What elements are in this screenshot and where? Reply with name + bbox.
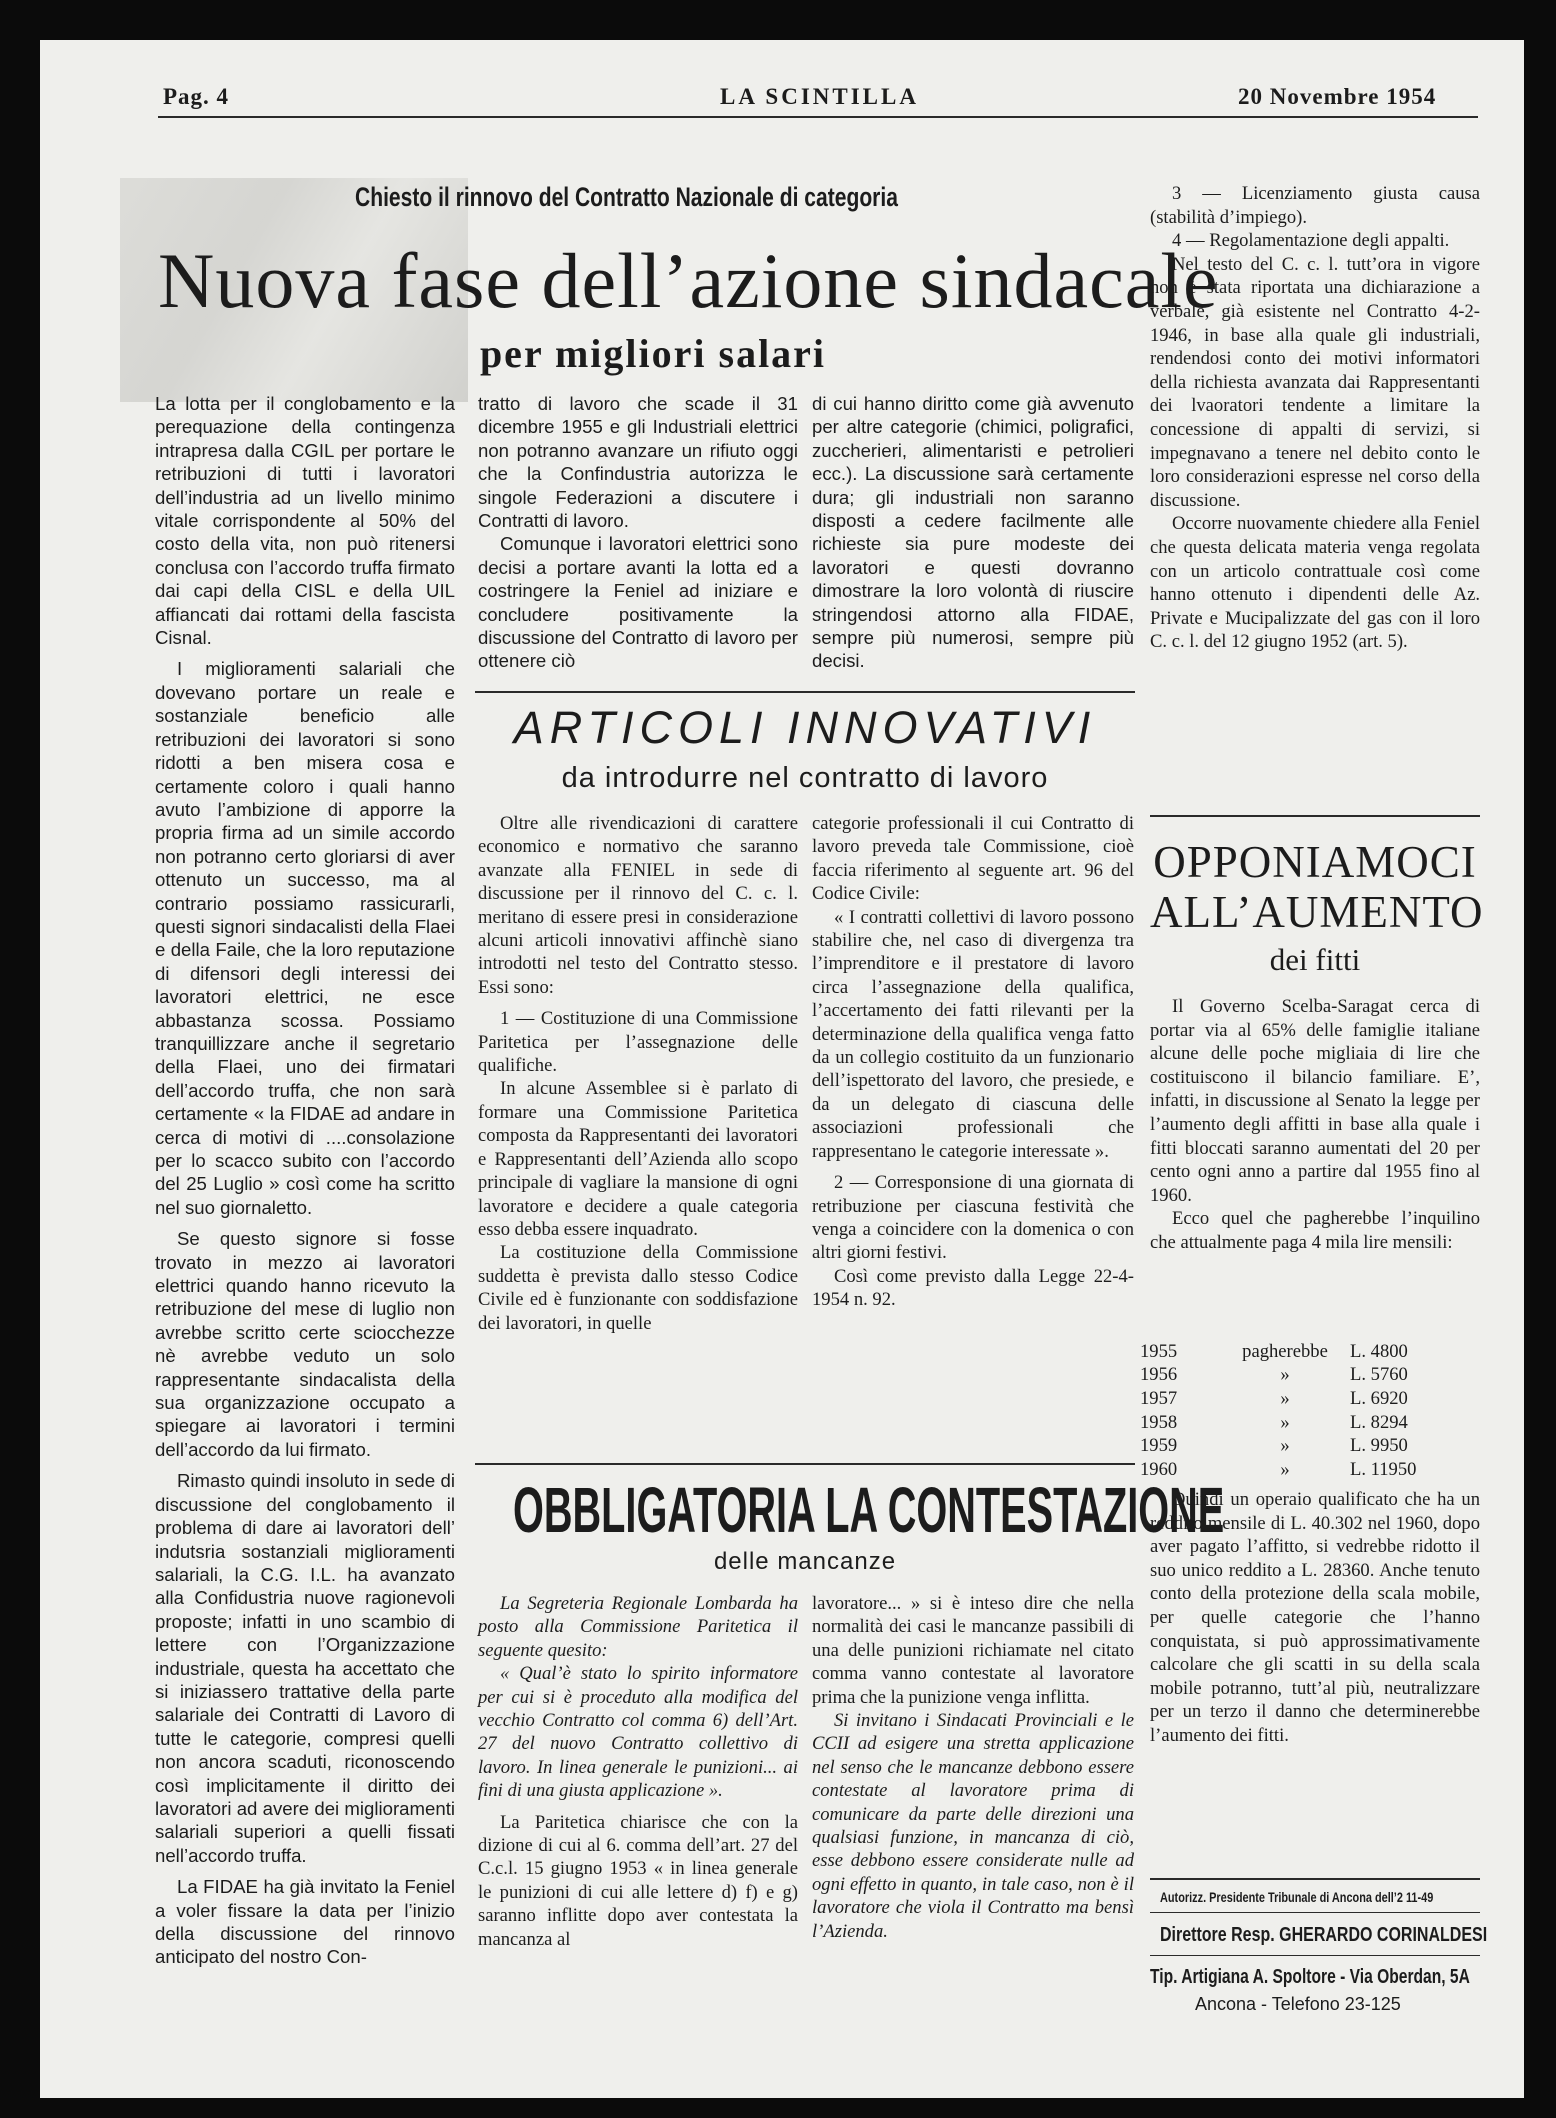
- list-item: 3 — Licenziamento giusta causa (stabilità d’impiego).: [1150, 183, 1480, 228]
- paragraph: La lotta per il conglobamento e la perequazione della contingenza intrapresa dalla CGIL per portare le retribuzioni di tutti i lavoratori dell’industria ad un livello minimo vitale corrispondente al 50% del costo della vita, non può ritenersi conclusa con l’accordo truffa firmato dai capi della CISL e della UIL affiancati dai rottami della fascista Cisnal.: [155, 393, 455, 649]
- amount-cell: L. 4800: [1350, 1340, 1408, 1362]
- obbligatoria-col-1: [478, 1592, 798, 1951]
- year-cell: 1956: [1140, 1364, 1178, 1386]
- articoli-col-2: [812, 812, 1134, 1312]
- paragraph: 1 — Costituzione di una Commissione Paritetica per l’assegnazione delle qualifiche.: [478, 1008, 798, 1077]
- year-cell: 1958: [1140, 1411, 1178, 1433]
- amount-cell: L. 9950: [1350, 1435, 1408, 1457]
- colophon-rule: [1150, 1955, 1480, 1956]
- table-row: [1140, 1434, 1460, 1458]
- year-cell: 1960: [1140, 1458, 1178, 1480]
- table-row: [1140, 1364, 1460, 1388]
- city-line: Ancona - Telefono 23-125: [1195, 1994, 1401, 2014]
- paragraph: lavoratore... » si è inteso dire che nella normalità dei casi le mancanze passibili di una delle punizioni richiamate nel citato comma vanno contestate al lavoratore prima che la punizione venga inflitta.: [812, 1593, 1134, 1708]
- paragraph: Nel testo del C. c. l. tutt’ora in vigore non è stata riportata una dichiarazione a verbale, già esistente nel Contratto 4-2-1946, in base alla quale gli industriali, rendendosi conto dei motivi informatori della richiesta avanzata dai Rappresentanti dei lvaoratori tendente a limitare la concessione di appalti di servizi, si impegnavano a tenere nel debito conto le loro considerazioni espresse nel corso della discussione.: [1150, 253, 1480, 511]
- main-col-1: [155, 392, 455, 1969]
- main-col-2: [478, 392, 798, 673]
- paragraph: Il Governo Scelba-Saragat cerca di portar via al 65% delle famiglie italiane alcune delle poche migliaia di lire che costituiscono il bilancio familiare. E’, infatti, in discussione al Senato la legge per l’aumento degli affitti in base alla quale i fitti bloccati saranno aumentati del 20 per cento ogni anno a partire dal 1955 fino al 1960.: [1150, 996, 1480, 1206]
- list-item: 4 — Regolamentazione degli appalti.: [1172, 230, 1450, 252]
- verb-cell: »: [1280, 1458, 1290, 1480]
- verb-cell: »: [1280, 1411, 1290, 1433]
- paragraph: Così come previsto dalla Legge 22-4-1954 n. 92.: [812, 1265, 1134, 1311]
- paragraph: Quindi un operaio qualificato che ha un reddito mensile di L. 40.302 nel 1960, dopo aver pagato l’affitto, si vedrebbe ridotto il suo unico reddito a L. 28360. Anche tenuto conto della protezione della scala mobile, per quelle categorie che l’hanno conquistata, si può approssimativamente calcolare che gli scatti in su della scala mobile potranno, tutt’al più, neutralizzare per un terzo il danno che determinerebbe l’aumento dei fitti.: [1150, 1489, 1480, 1746]
- main-col-3: [812, 392, 1134, 673]
- fitti-title-line-1: OPPONIAMOCI: [1153, 837, 1477, 887]
- paragraph: categorie professionali il cui Contratto di lavoro preveda tale Commissione, cioè faccia riferimento al seguente art. 96 del Codice Civile:: [812, 813, 1134, 905]
- obbligatoria-subtitle: delle mancanze: [713, 1548, 897, 1575]
- paragraph: Si invitano i Sindacati Provinciali e le CCII ad esigere una stretta applicazione nel senso che le mancanze debbono essere contestate al lavoratore prima di comunicare da parte delle direzioni una qualsiasi funzione, in mancanza di ciò, esse debbono essere considerate nulle ad ogni effetto in quanto, in tale caso, non è il lavoratore che viola il Contratto ma bensì l’Azienda.: [812, 1710, 1134, 1942]
- header-rule: [158, 116, 1478, 118]
- paragraph: Oltre alle rivendicazioni di carattere economico e normativo che saranno avanzate alla FENIEL in sede di discussione per il rinnovo del C. c. l. meritano di essere presi in considerazione alcuni articoli innovativi affinchè siano introdotti nel testo del Contratto stesso. Essi sono:: [478, 813, 798, 998]
- paragraph: Comunque i lavoratori elettrici sono decisi a portare avanti la lotta ed a costringere la Feniel ad iniziare e concludere positivamente la discussione del Contratto di lavoro per ottenere ciò: [478, 533, 798, 672]
- main-headline: Nuova fase dell’azione sindacale: [158, 237, 1219, 324]
- page-number: Pag. 4: [163, 84, 230, 109]
- paragraph: « Qual’è stato lo spirito informatore per cui si è proceduto alla modifica del vecchio Contratto col comma 6) dell’Art. 27 del nuovo Contratto collettivo di lavoro. In linea generale le punizioni... ai fini di una giusta applicazione ».: [478, 1663, 798, 1802]
- main-subtitle: per migliori salari: [479, 331, 827, 376]
- table-row: [1140, 1387, 1460, 1411]
- rent-table: [1140, 1340, 1460, 1482]
- verb-cell: »: [1280, 1364, 1290, 1386]
- articoli-title: ARTICOLI INNOVATIVI: [513, 702, 1097, 753]
- fitti-title-line-2: ALL’AUMENTO: [1150, 887, 1484, 937]
- verb-cell: »: [1280, 1435, 1290, 1457]
- paragraph: La costituzione della Commissione suddetta è prevista dallo stesso Codice Civile ed è funzionante con soddisfazione dei lavoratori, in quelle: [478, 1242, 798, 1334]
- fitti-outro: [1150, 1488, 1480, 1748]
- paragraph: « I contratti collettivi di lavoro possono stabilire che, nel caso di divergenza tra l’imprenditore e il prestatore di lavoro circa l’assegnazione della qualifica, l’accertamento dei fatti rilevanti per la determinazione della qualifica venga fatto da un collegio costituito da un funzionario dell’ispettorato del lavoro, che presiede, e da un delegato di ciascuna delle associazioni professionali che rappresentano le categorie interessate ».: [812, 906, 1134, 1162]
- paragraph: di cui hanno diritto come già avvenuto per altre categorie (chimici, poligrafici, zuccherieri, alimentaristi e petrolieri ecc.). La discussione sarà certamente dura; gli industriali non saranno disposti a cedere facilmente alle richieste sia pure modeste dei lavoratori e questi dovranno dimostrare la loro volontà di riuscire stringendosi attorno alla FIDAE, sempre più numerosi, sempre più decisi.: [812, 393, 1134, 672]
- articoli-col-1: [478, 812, 798, 1335]
- amount-cell: L. 8294: [1350, 1411, 1408, 1433]
- paragraph: La FIDAE ha già invitato la Feniel a voler fissare la data per l’inizio della discussione del rinnovo anticipato del nostro Con-: [155, 1876, 455, 1968]
- director-line: Direttore Resp. GHERARDO CORINALDESI: [1160, 1924, 1488, 1946]
- amount-cell: L. 6920: [1350, 1387, 1408, 1409]
- table-row: [1140, 1340, 1460, 1364]
- amount-cell: L. 5760: [1350, 1364, 1408, 1386]
- fitti-intro: [1150, 995, 1480, 1255]
- paragraph: In alcune Assemblee si è parlato di formare una Commissione Paritetica composta da Rappresentanti dei lavoratori e Rappresentanti dell’Azienda allo scopo principale di vagliare la mansione di ogni lavoratore e decidere a quale categoria esso debba essere inquadrato.: [478, 1078, 798, 1240]
- paragraph: 2 — Corresponsione di una giornata di retribuzione per ciascuna festività che venga a coincidere con la domenica o con altri giorni festivi.: [812, 1172, 1134, 1264]
- paragraph: tratto di lavoro che scade il 31 dicembre 1955 e gli Industriali elettrici non potranno avanzare un rifiuto oggi che la Confindustria autorizza le singole Federazioni a discutere i Contratti di lavoro.: [478, 393, 798, 532]
- kicker: Chiesto il rinnovo del Contratto Nazionale di categoria: [355, 182, 898, 212]
- masthead: LA SCINTILLA: [720, 84, 919, 109]
- paragraph: Se questo signore si fosse trovato in mezzo ai lavoratori elettrici quando hanno ricevuto la retribuzione del mese di luglio non avrebbe scritto certe sciocchezze nè avrebbe veduto un solo rappresentante sindacalista della sua organizzazione occupato a spiegare ai lavoratori i termini dell’accordo da lui firmato.: [155, 1228, 455, 1460]
- year-cell: 1957: [1140, 1387, 1178, 1409]
- paragraph: La Segreteria Regionale Lombarda ha posto alla Commissione Paritetica il seguente quesito:: [478, 1593, 798, 1661]
- paragraph: Rimasto quindi insoluto in sede di discussione del conglobamento il problema di dare ai lavoratori dell’ indutsria sostanziali miglioramenti salariali, la C.G. I.L. ha avanzato alla Confidustria nuove ragionevoli proposte; infatti in uno scambio di lettere con l’Organizzazione industriale, questa ha accettato che si iniziassero trattative della parte salariale dei Contratti di Lavoro di tutte le categorie, compresi quelli non ancora scaduti, riconoscendo così implicitamente il diritto dei lavoratori ad avere dei miglioramenti salariali superiori a quelli fissati nell’accordo truffa.: [155, 1470, 455, 1866]
- right-col-continuation: [1150, 182, 1480, 654]
- section-rule: [475, 1463, 1135, 1465]
- paragraph: Occorre nuovamente chiedere alla Feniel che questa delicata materia venga regolata con un articolo contrattuale così come hanno ottenuto i dipendenti delle Az. Private e Mucipalizzate del gas con il loro C. c. l. del 12 giugno 1952 (art. 5).: [1150, 513, 1480, 653]
- colophon-rule: [1150, 1878, 1480, 1880]
- verb-cell: »: [1280, 1387, 1290, 1409]
- colophon-rule: [1150, 1912, 1480, 1913]
- issue-date: 20 Novembre 1954: [1238, 84, 1437, 109]
- obbligatoria-title: OBBLIGATORIA LA CONTESTAZIONE: [513, 1474, 1225, 1546]
- year-cell: 1959: [1140, 1435, 1178, 1457]
- printer-line: Tip. Artigiana A. Spoltore - Via Oberdan, 5A: [1150, 1966, 1470, 1988]
- amount-cell: L. 11950: [1350, 1458, 1417, 1480]
- paragraph: I miglioramenti salariali che dovevano portare un reale e sostanziale beneficio alle retribuzioni dei lavoratori si sono ridotti a ben misera cosa e certamente coloro i quali hanno avuto l’ambizione di apporre la propria firma ad un simile accordo non potranno certo gloriarsi di aver ottenuto un successo, ma al contrario possiamo rassicurarli, questi signori sindacalisti della Flaei e della Faile, che la loro reputazione di difensori degli interessi dei lavoratori elettrici, ne esce abbastanza scossa. Possiamo tranquillizzare anche il segretario della Flaei, uno dei firmatari dell’accordo truffa, che non sarà certamente « la FIDAE ad andare in cerca di motivi di ....consolazione per lo scacco subito con l’accordo del 25 Luglio » così come ha scritto nel suo giornaletto.: [155, 658, 455, 1218]
- obbligatoria-col-2: [812, 1592, 1134, 1943]
- articoli-subtitle: da introdurre nel contratto di lavoro: [561, 762, 1049, 794]
- section-rule: [475, 691, 1135, 693]
- verb-cell: pagherebbe: [1242, 1340, 1328, 1362]
- section-rule: [1150, 815, 1480, 817]
- paragraph: Ecco quel che pagherebbe l’inquilino che attualmente paga 4 mila lire mensili:: [1150, 1208, 1480, 1253]
- fitti-subtitle: dei fitti: [1269, 942, 1361, 977]
- authorization-line: Autorizz. Presidente Tribunale di Ancona dell’2 11-49: [1160, 1889, 1434, 1905]
- table-row: [1140, 1411, 1460, 1435]
- year-cell: 1955: [1140, 1340, 1178, 1362]
- paragraph: La Paritetica chiarisce che con la dizione di cui al 6. comma dell’art. 27 del C.c.l. 15 giugno 1953 « in linea generale le punizioni di cui alle lettere d) f) e g) saranno inflitte dopo aver contestata la mancanza al: [478, 1811, 798, 1950]
- table-row: [1140, 1458, 1460, 1482]
